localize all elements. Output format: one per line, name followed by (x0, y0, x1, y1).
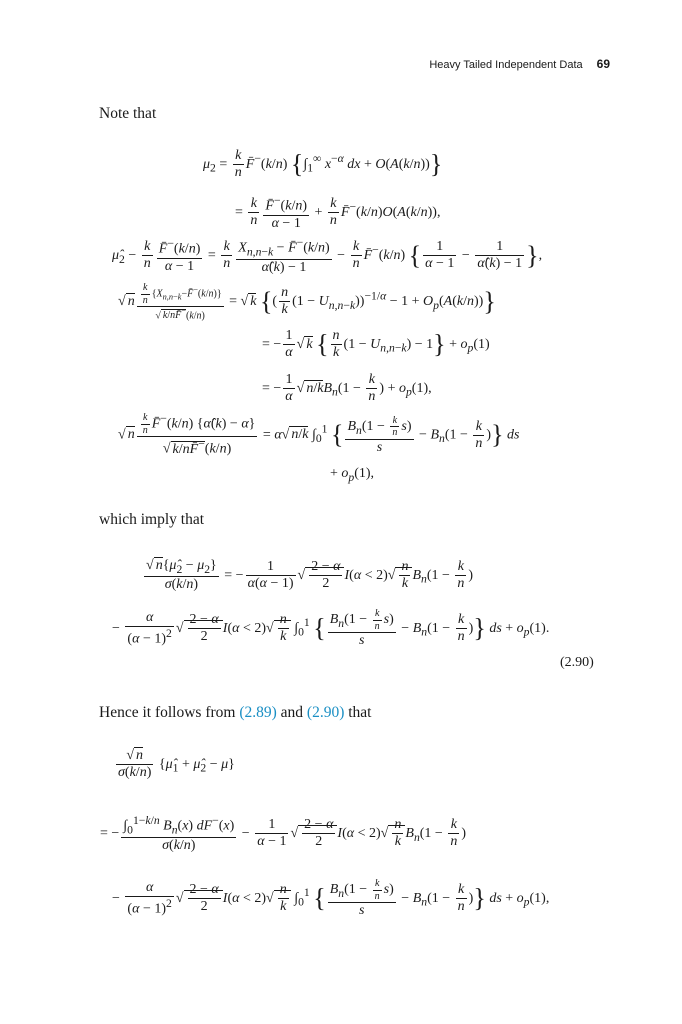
paragraph-hence (99, 704, 372, 722)
equation-line-op1: = − $\frac{1}{\alpha}$ √ k { $\frac{n}{k}$ $(1 - U_{n,n-k}) - 1\} + o_p(1)$ (262, 328, 490, 361)
that-text: that (344, 704, 372, 721)
equation-line-bn: = − $\frac{1}{\alpha}$ √ $n/kB_n(1$ − $\frac{k}{n}$ ) + $o_p(1)$, (262, 372, 432, 405)
and-text: and (276, 704, 307, 721)
equation-mu2-hat: $\mû_2$ − $\frac{k}{n}$ $\frac{F̄^-(k/n)}{\alpha - 1}$ = $\frac{k}{n}$ $\frac{X_{n,n-k} - F̄^-(k/n)}{\alphâ(k) - 1}$ − $\frac{k}{n}$ F̄−(k/n) { $\frac{1}{\alpha - 1}$ − $\frac{1}{\alphâ(k) - 1}$ }, (112, 236, 543, 275)
reference-link-2-89[interactable]: (2.89) (239, 704, 277, 721)
paragraph-note-that: Note that (99, 105, 157, 122)
running-title: Heavy Tailed Independent Data (429, 59, 583, 71)
equation-sqrt-n-mu: $\frac{√ n\{\mû_2 - \mu_2\}}{\sigma(k/n)}$ = − $\frac{1}{\alpha(\alpha - 1)}$ √ $\frac{2 - \alpha}{2}$ I(α < 2)√ $\frac{n}{k}$ $B_n(1$ − $\frac{k}{n}$ ) (146, 558, 474, 593)
running-header (0, 57, 610, 75)
equation-sum-mu-line3: − $\frac{\alpha}{(\alpha - 1)^2}$ √ $\frac{2 - \alpha}{2}$ I(α < 2)√ $\frac{n}{k}$ $\int_0^1$ { $B_n(1$ − $\frac{k}{n}$ s) s − $B_n(1$ − $\frac{k}{n}$ )} ds + $o_p(1)$, (112, 878, 550, 918)
equation-sqrt-n-mu-line2: − $\frac{\alpha}{(\alpha - 1)^2}$ √ $\frac{2 - \alpha}{2}$ I(α < 2)√ $\frac{n}{k}$ $\int_0^1$ { $B_n(1$ − $\frac{k}{n}$ s) s − $B_n(1$ − $\frac{k}{n}$ )} ds + $o_p(1)$. (112, 608, 550, 648)
equation-mu2-line2: = $\frac{k}{n}$ $\frac{F̄^-(k/n)}{\alpha - 1}$ + $\frac{k}{n}$ F̄−(k/n)O(A(k/n)), (235, 194, 441, 231)
equation-mu2: $\mu_2$ = $\frac{k}{n}$ F̄−(k/n) {$\int_1^\infty$ $x^{-\alpha}$ dx + O(A(k/n))} (203, 148, 443, 181)
page-number: 69 (596, 57, 610, 71)
equation-sum-mu-line2: = − $\frac{\int_0^{1-k/n} B_n(x) dF^-(x)}{\sigma(k/n)}$ − $\frac{1}{\alpha - 1}$ √ $\frac{2 - \alpha}{2}$ I(α < 2)√ $\frac{n}{k}$ $B_n(1$ − $\frac{k}{n}$ ) (100, 814, 466, 853)
equation-op1-line: + $o_p(1)$, (330, 466, 375, 484)
reference-link-2-90[interactable]: (2.90) (306, 704, 345, 721)
equation-sum-mu: $\frac{√ n}{\sigma(k/n)}$ {$\mû_1$ + $\mû_2 - \mu$} (118, 748, 235, 781)
equation-number: (2.90) (560, 655, 594, 670)
equation-sqrt-n-xnk: √ n $\frac{k}{n}$ $\{X_{n,n-k}-F̄^-(k/n)\}$ √ k/nF̄−(k/n) = √ k {( $\frac{n}{k}$ $(1 - U_{n,n-k}))^{-1/\alpha} - 1 + O_p(A(k/n))$} (118, 282, 496, 322)
equation-alpha-hat: √ n $\frac{k}{n}$ F̄−(k/n) {α̂(k) − α} √ k/nF̄−(k/n) = α√ n/k $\int_0^1$ { $B_n(1$ − $\frac{k}{n}$ s) s − $B_n(1$ − $\frac{k}{n}$ )} ds (118, 412, 520, 458)
hence-prefix: Hence it follows from (99, 704, 240, 721)
paragraph-which-imply: which imply that (99, 511, 205, 528)
